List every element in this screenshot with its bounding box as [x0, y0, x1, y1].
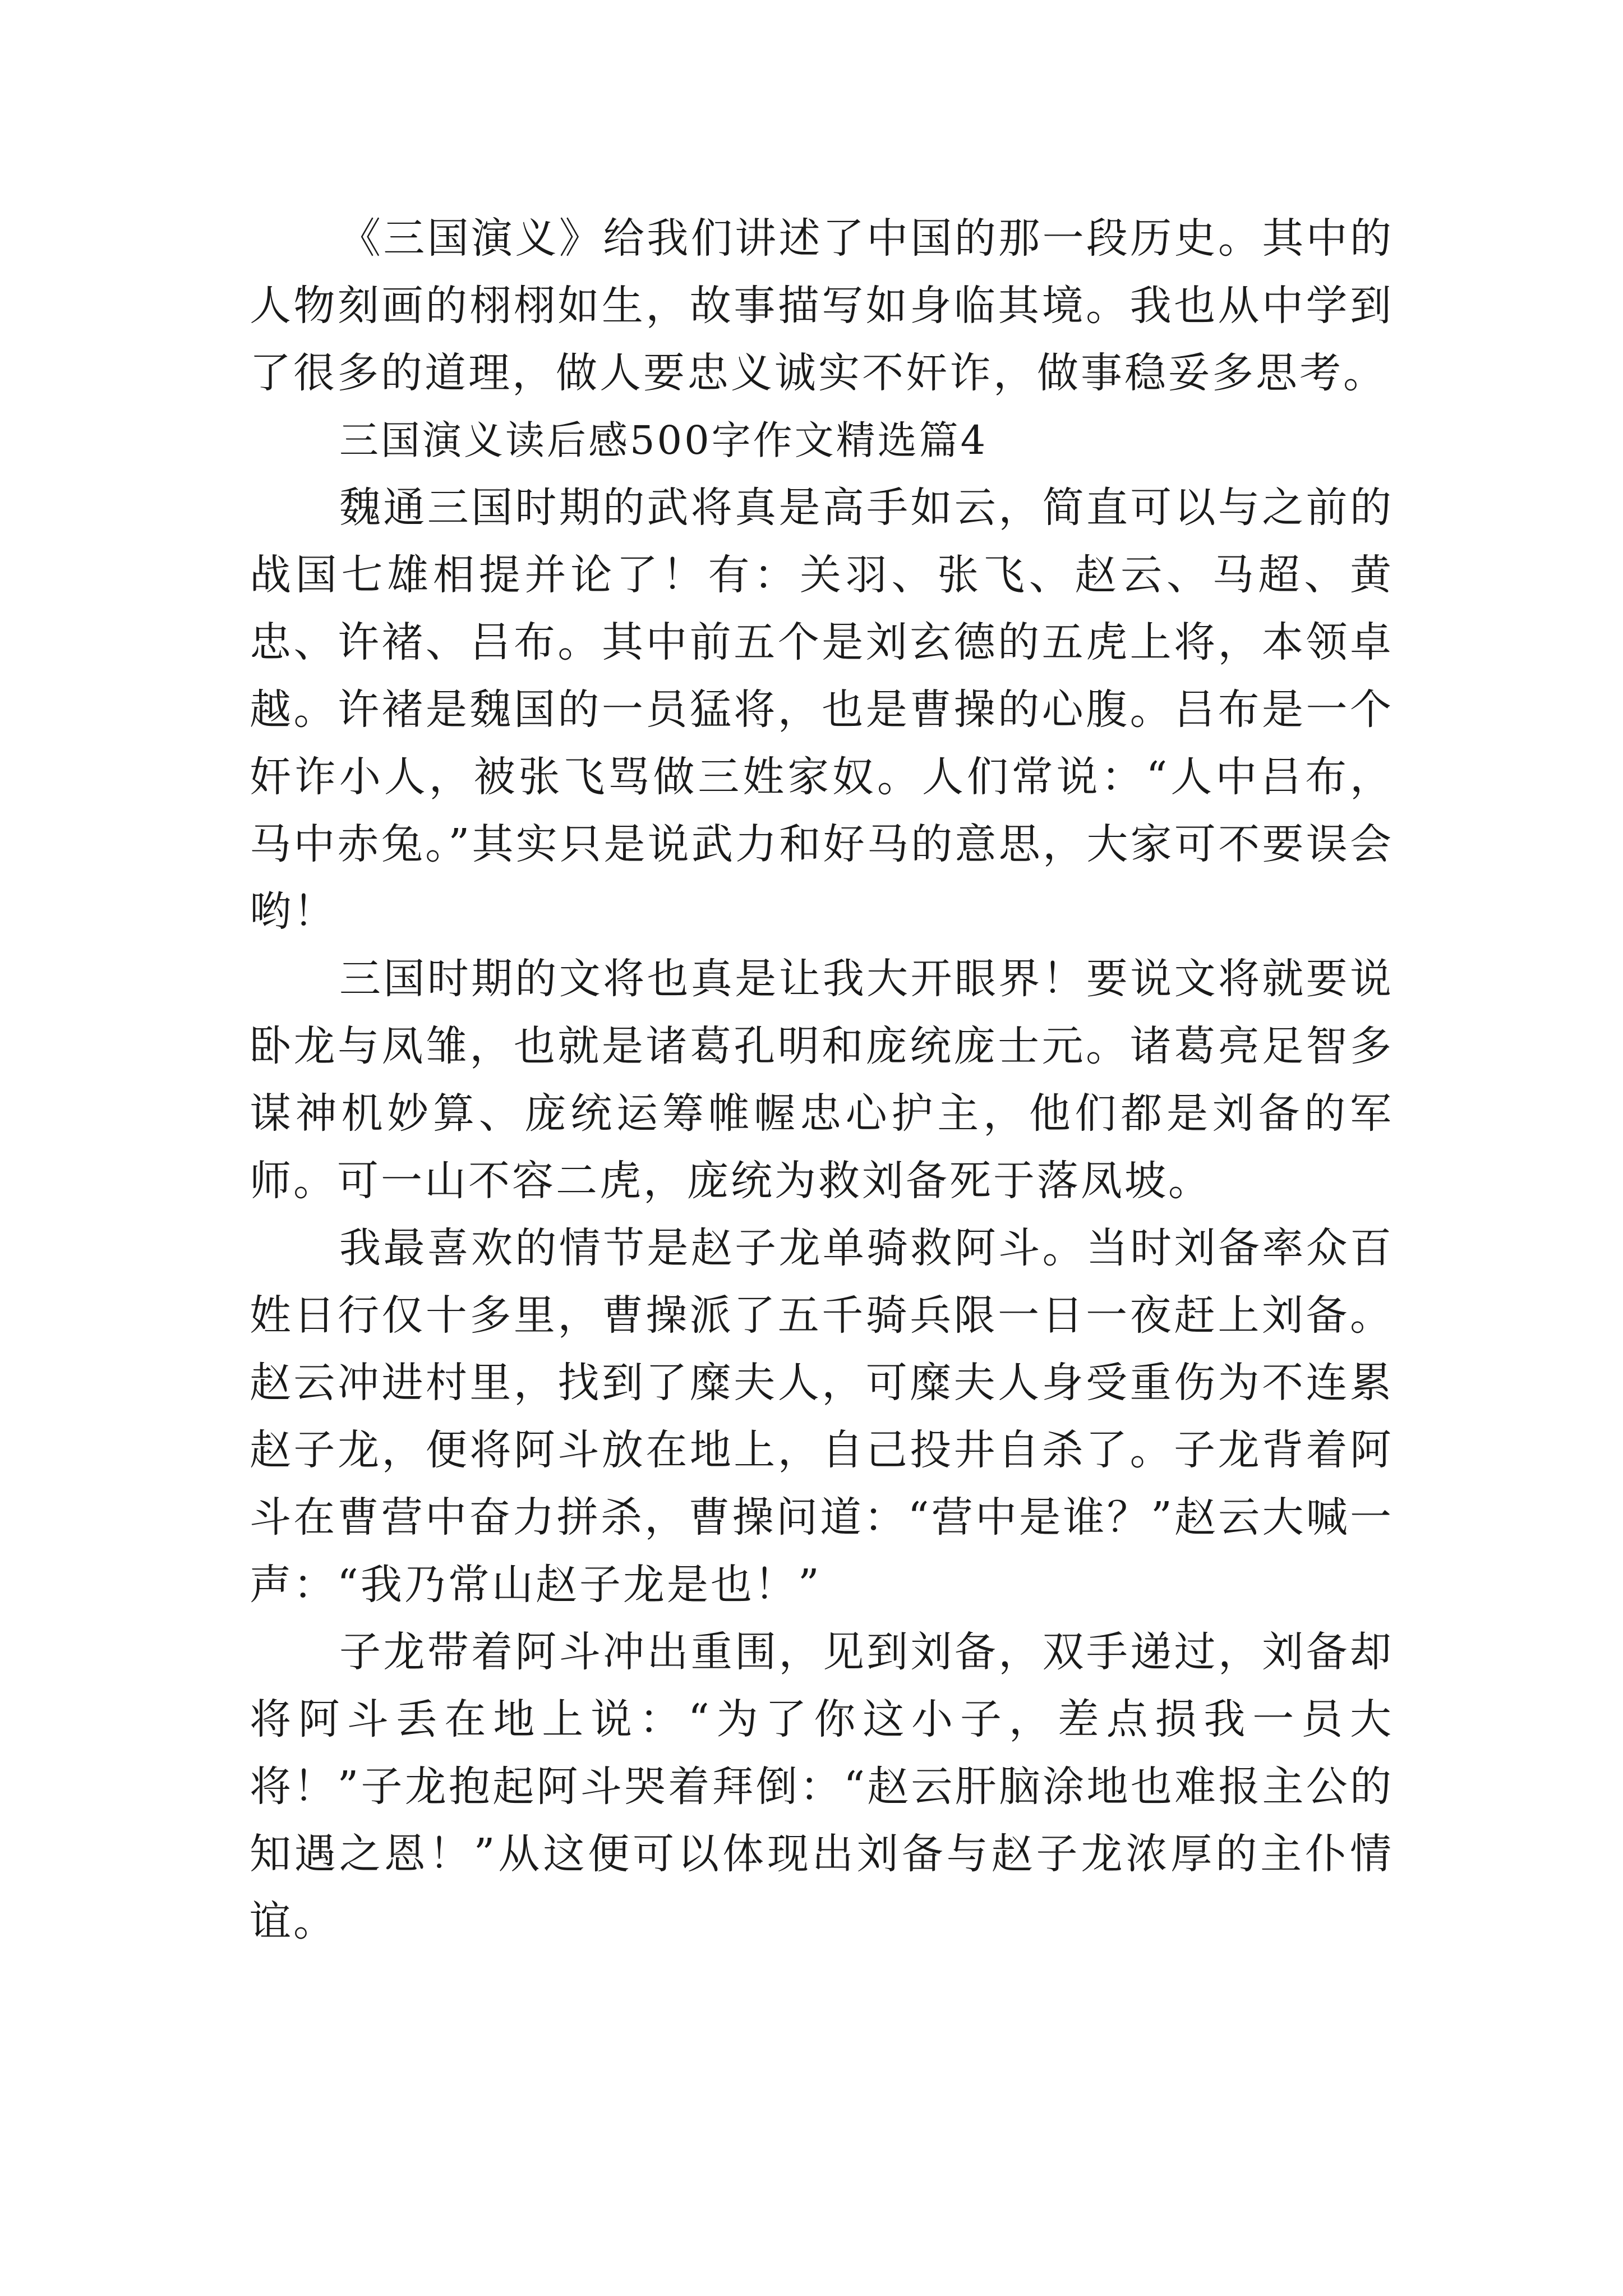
paragraph-favorite-episode: 我最喜欢的情节是赵子龙单骑救阿斗。当时刘备率众百姓日行仅十多里，曹操派了五千骑兵限一日一夜赶上刘备。赵云冲进村里，找到了糜夫人，可糜夫人身受重伤为不连累赵子龙，便将阿斗放在地上，自己投井自杀了。子龙背着阿斗在曹营中奋力拼杀，曹操问道：“营中是谁？”赵云大喊一声：“我乃常山赵子龙是也！”: [250, 1224, 1394, 1609]
document-body: [250, 205, 1394, 1955]
paragraph-loyalty: 子龙带着阿斗冲出重围，见到刘备，双手递过，刘备却将阿斗丢在地上说：“为了你这小子，差点损我一员大将！”子龙抱起阿斗哭着拜倒：“赵云肝脑涂地也难报主公的知遇之恩！”从这便可以体现出刘备与赵子龙浓厚的主仆情谊。: [250, 1628, 1394, 1945]
paragraph-strategists: 三国时期的文将也真是让我大开眼界！要说文将就要说卧龙与凤雏，也就是诸葛孔明和庞统庞士元。诸葛亮足智多谋神机妙算、庞统运筹帷幄忠心护主，他们都是刘备的军师。可一山不容二虎，庞统为救刘备死于落凤坡。: [250, 955, 1394, 1205]
paragraph-intro-conclusion: 《三国演义》给我们讲述了中国的那一段历史。其中的人物刻画的栩栩如生，故事描写如身临其境。我也从中学到了很多的道理，做人要忠义诚实不奸诈，做事稳妥多思考。: [250, 214, 1394, 397]
paragraph-generals: 魏通三国时期的武将真是高手如云，简直可以与之前的战国七雄相提并论了！有：关羽、张飞、赵云、马超、黄忠、许褚、吕布。其中前五个是刘玄德的五虎上将，本领卓越。许褚是魏国的一员猛将，也是曹操的心腹。吕布是一个奸诈小人，被张飞骂做三姓家奴。人们常说：“人中吕布，马中赤兔。”其实只是说武力和好马的意思，大家可不要误会哟！: [250, 484, 1394, 936]
section-heading: 三国演义读后感500字作文精选篇4: [339, 417, 988, 463]
